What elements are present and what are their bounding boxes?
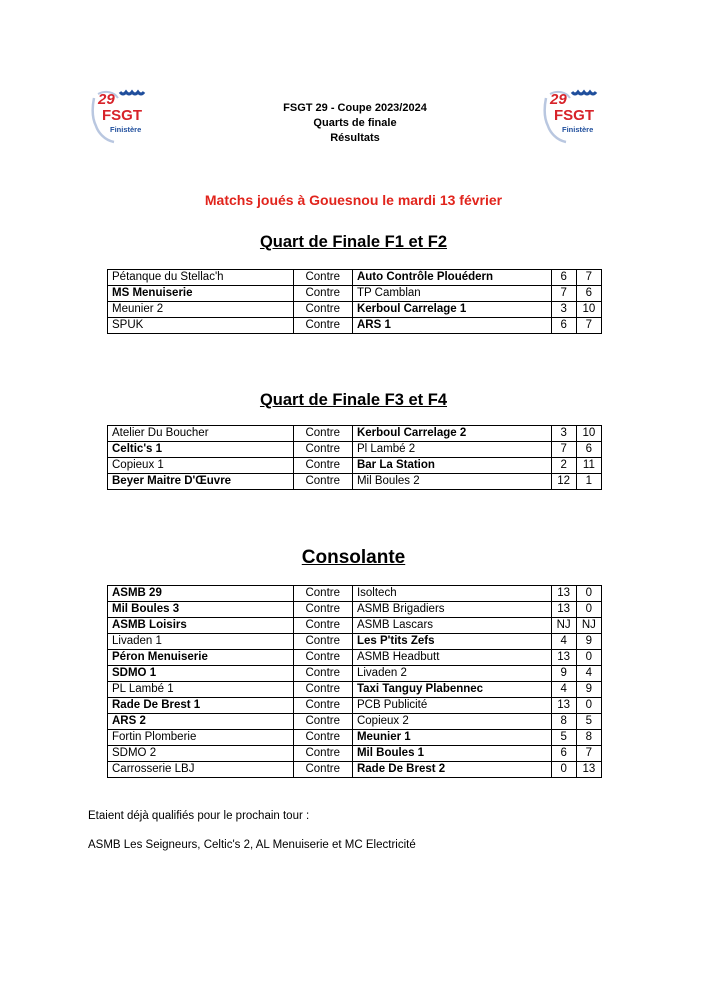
fsgt-logo-icon (540, 84, 608, 146)
score-a-cell: 7 (551, 286, 576, 302)
team-a-cell: Péron Menuiserie (108, 650, 294, 666)
versus-cell: Contre (293, 730, 352, 746)
score-b-cell: 0 (576, 602, 601, 618)
team-b-cell: Bar La Station (352, 458, 551, 474)
versus-cell: Contre (293, 618, 352, 634)
score-b-cell: 1 (576, 474, 601, 490)
team-a-cell: ASMB 29 (108, 586, 294, 602)
score-a-cell: 13 (551, 602, 576, 618)
table-row (108, 762, 602, 778)
table-row (108, 318, 602, 334)
team-a-cell: Carrosserie LBJ (108, 762, 294, 778)
logo-acronym: FSGT (102, 107, 142, 124)
versus-cell: Contre (293, 650, 352, 666)
header-title: FSGT 29 - Coupe 2023/2024 (283, 102, 427, 114)
versus-cell: Contre (293, 682, 352, 698)
team-b-cell: Mil Boules 1 (352, 746, 551, 762)
score-a-cell: 3 (551, 426, 576, 442)
team-b-cell: Meunier 1 (352, 730, 551, 746)
team-a-cell: ASMB Loisirs (108, 618, 294, 634)
match-date-subtitle: Matchs joués à Gouesnou le mardi 13 février (204, 192, 503, 208)
fsgt-logo-right (540, 84, 608, 146)
team-a-cell: MS Menuiserie (108, 286, 294, 302)
results-table-f3-f4 (107, 425, 602, 490)
team-b-cell: ASMB Lascars (352, 618, 551, 634)
team-b-cell: Mil Boules 2 (352, 474, 551, 490)
table-row (108, 442, 602, 458)
team-a-cell: SDMO 1 (108, 666, 294, 682)
score-b-cell: 10 (576, 302, 601, 318)
team-b-cell: Auto Contrôle Plouédern (352, 270, 551, 286)
team-a-cell: Livaden 1 (108, 634, 294, 650)
score-a-cell: NJ (551, 618, 576, 634)
score-b-cell: 13 (576, 762, 601, 778)
score-a-cell: 4 (551, 634, 576, 650)
team-b-cell: Pl Lambé 2 (352, 442, 551, 458)
table-row (108, 618, 602, 634)
team-b-cell: ASMB Headbutt (352, 650, 551, 666)
team-a-cell: SPUK (108, 318, 294, 334)
score-b-cell: 6 (576, 286, 601, 302)
score-b-cell: 5 (576, 714, 601, 730)
team-b-cell: ASMB Brigadiers (352, 602, 551, 618)
qualified-note-heading: Etaient déjà qualifiés pour le prochain tour : (88, 810, 310, 822)
versus-cell: Contre (293, 302, 352, 318)
versus-cell: Contre (293, 586, 352, 602)
score-b-cell: 8 (576, 730, 601, 746)
score-b-cell: 0 (576, 698, 601, 714)
versus-cell: Contre (293, 602, 352, 618)
team-b-cell: TP Camblan (352, 286, 551, 302)
score-a-cell: 13 (551, 698, 576, 714)
versus-cell: Contre (293, 762, 352, 778)
logo-acronym: FSGT (554, 107, 594, 124)
team-b-cell: Isoltech (352, 586, 551, 602)
score-a-cell: 6 (551, 746, 576, 762)
table-row (108, 666, 602, 682)
score-a-cell: 12 (551, 474, 576, 490)
table-row (108, 474, 602, 490)
team-b-cell: Taxi Tanguy Plabennec (352, 682, 551, 698)
versus-cell: Contre (293, 698, 352, 714)
versus-cell: Contre (293, 270, 352, 286)
team-a-cell: Pétanque du Stellac'h (108, 270, 294, 286)
team-a-cell: PL Lambé 1 (108, 682, 294, 698)
team-b-cell: Kerboul Carrelage 1 (352, 302, 551, 318)
logo-region: Finistère (562, 125, 594, 134)
versus-cell: Contre (293, 426, 352, 442)
table-row (108, 730, 602, 746)
table-row (108, 634, 602, 650)
logo-number: 29 (550, 91, 567, 108)
score-a-cell: 7 (551, 442, 576, 458)
team-a-cell: Rade De Brest 1 (108, 698, 294, 714)
results-table-consolante (107, 585, 602, 778)
score-b-cell: 7 (576, 270, 601, 286)
table-row (108, 586, 602, 602)
score-a-cell: 2 (551, 458, 576, 474)
document-header (250, 101, 460, 146)
versus-cell: Contre (293, 458, 352, 474)
score-a-cell: 8 (551, 714, 576, 730)
score-b-cell: 0 (576, 650, 601, 666)
score-b-cell: NJ (576, 618, 601, 634)
section-title-f3-f4: Quart de Finale F3 et F4 (259, 391, 448, 409)
score-b-cell: 9 (576, 634, 601, 650)
score-a-cell: 13 (551, 650, 576, 666)
versus-cell: Contre (293, 714, 352, 730)
score-a-cell: 6 (551, 270, 576, 286)
team-a-cell: Meunier 2 (108, 302, 294, 318)
team-b-cell: Livaden 2 (352, 666, 551, 682)
versus-cell: Contre (293, 634, 352, 650)
logo-region: Finistère (110, 125, 142, 134)
team-b-cell: ARS 1 (352, 318, 551, 334)
score-a-cell: 13 (551, 586, 576, 602)
team-b-cell: Copieux 2 (352, 714, 551, 730)
fsgt-logo-icon (88, 84, 156, 146)
score-b-cell: 9 (576, 682, 601, 698)
score-b-cell: 10 (576, 426, 601, 442)
score-b-cell: 7 (576, 746, 601, 762)
fsgt-logo-left (88, 84, 156, 146)
table-row (108, 426, 602, 442)
score-b-cell: 6 (576, 442, 601, 458)
score-b-cell: 4 (576, 666, 601, 682)
section-title-f1-f2: Quart de Finale F1 et F2 (259, 233, 448, 251)
team-b-cell: Les P'tits Zefs (352, 634, 551, 650)
section-title-consolante: Consolante (301, 547, 406, 568)
table-row (108, 602, 602, 618)
score-a-cell: 6 (551, 318, 576, 334)
team-a-cell: SDMO 2 (108, 746, 294, 762)
versus-cell: Contre (293, 746, 352, 762)
table-row (108, 270, 602, 286)
score-b-cell: 7 (576, 318, 601, 334)
team-b-cell: PCB Publicité (352, 698, 551, 714)
score-a-cell: 3 (551, 302, 576, 318)
table-row (108, 682, 602, 698)
header-stage: Quarts de finale (313, 117, 397, 129)
qualified-teams-list: ASMB Les Seigneurs, Celtic's 2, AL Menuiserie et MC Electricité (88, 839, 416, 851)
table-row (108, 698, 602, 714)
score-b-cell: 0 (576, 586, 601, 602)
versus-cell: Contre (293, 442, 352, 458)
team-a-cell: Celtic's 1 (108, 442, 294, 458)
team-b-cell: Rade De Brest 2 (352, 762, 551, 778)
score-b-cell: 11 (576, 458, 601, 474)
versus-cell: Contre (293, 666, 352, 682)
team-a-cell: Atelier Du Boucher (108, 426, 294, 442)
team-a-cell: Fortin Plomberie (108, 730, 294, 746)
table-row (108, 714, 602, 730)
table-row (108, 302, 602, 318)
versus-cell: Contre (293, 474, 352, 490)
versus-cell: Contre (293, 318, 352, 334)
team-a-cell: Copieux 1 (108, 458, 294, 474)
team-b-cell: Kerboul Carrelage 2 (352, 426, 551, 442)
score-a-cell: 4 (551, 682, 576, 698)
score-a-cell: 5 (551, 730, 576, 746)
team-a-cell: Mil Boules 3 (108, 602, 294, 618)
versus-cell: Contre (293, 286, 352, 302)
score-a-cell: 0 (551, 762, 576, 778)
table-row (108, 746, 602, 762)
results-table-f1-f2 (107, 269, 602, 334)
team-a-cell: ARS 2 (108, 714, 294, 730)
logo-number: 29 (98, 91, 115, 108)
score-a-cell: 9 (551, 666, 576, 682)
table-row (108, 458, 602, 474)
table-row (108, 286, 602, 302)
header-results: Résultats (330, 132, 380, 144)
table-row (108, 650, 602, 666)
team-a-cell: Beyer Maitre D'Œuvre (108, 474, 294, 490)
